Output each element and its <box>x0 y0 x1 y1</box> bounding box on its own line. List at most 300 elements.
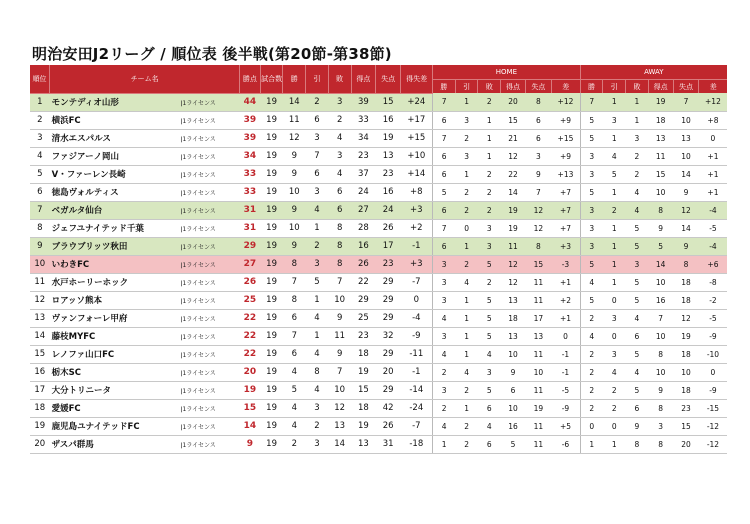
loss-cell: 11 <box>328 327 351 345</box>
license-label: J1ライセンス <box>181 417 240 435</box>
home-win-cell: 3 <box>433 255 456 273</box>
away-win-cell: 3 <box>580 237 603 255</box>
played-cell: 19 <box>260 219 283 237</box>
away-gf-cell: 10 <box>648 327 673 345</box>
loss-cell: 4 <box>328 165 351 183</box>
home-ga-cell: 11 <box>525 291 551 309</box>
points-cell: 31 <box>240 219 261 237</box>
away-draw-cell: 2 <box>603 201 626 219</box>
loss-cell: 3 <box>328 93 351 111</box>
draw-cell: 4 <box>306 309 329 327</box>
win-cell: 9 <box>283 201 306 219</box>
away-gd-cell: +1 <box>699 183 727 201</box>
away-gd-cell: +1 <box>699 165 727 183</box>
header-team: チーム名 <box>50 65 240 93</box>
points-cell: 22 <box>240 327 261 345</box>
loss-cell: 14 <box>328 435 351 453</box>
loss-cell: 6 <box>328 201 351 219</box>
goals-for-cell: 19 <box>351 363 376 381</box>
away-loss-cell: 1 <box>626 111 649 129</box>
win-cell: 4 <box>283 417 306 435</box>
away-gf-cell: 8 <box>648 399 673 417</box>
away-ga-cell: 7 <box>673 93 699 111</box>
draw-cell: 3 <box>306 129 329 147</box>
points-cell: 27 <box>240 255 261 273</box>
home-draw-cell: 2 <box>455 183 478 201</box>
rank-cell: 8 <box>30 219 50 237</box>
win-cell: 14 <box>283 93 306 111</box>
goals-for-cell: 27 <box>351 201 376 219</box>
away-win-cell: 4 <box>580 273 603 291</box>
home-draw-cell: 3 <box>455 111 478 129</box>
played-cell: 19 <box>260 237 283 255</box>
points-cell: 29 <box>240 237 261 255</box>
away-gf-cell: 11 <box>648 147 673 165</box>
team-name: 徳島ヴォルティス <box>50 183 181 201</box>
table-row <box>30 183 727 201</box>
away-draw-cell: 0 <box>603 327 626 345</box>
goal-diff-cell: -7 <box>401 273 433 291</box>
home-draw-cell: 2 <box>455 129 478 147</box>
rank-cell: 13 <box>30 309 50 327</box>
home-ga-cell: 11 <box>525 435 551 453</box>
goals-for-cell: 19 <box>351 417 376 435</box>
away-gd-cell: -8 <box>699 273 727 291</box>
header-win: 勝 <box>283 65 306 93</box>
points-cell: 39 <box>240 129 261 147</box>
home-loss-cell: 1 <box>478 147 501 165</box>
goal-diff-cell: +10 <box>401 147 433 165</box>
home-loss-cell: 6 <box>478 435 501 453</box>
home-loss-cell: 2 <box>478 201 501 219</box>
away-gf-cell: 10 <box>648 273 673 291</box>
rank-cell: 4 <box>30 147 50 165</box>
home-win-cell: 5 <box>433 183 456 201</box>
win-cell: 9 <box>283 165 306 183</box>
away-gd-cell: -4 <box>699 237 727 255</box>
table-row <box>30 111 727 129</box>
home-loss-cell: 5 <box>478 255 501 273</box>
points-cell: 20 <box>240 363 261 381</box>
goal-diff-cell: +14 <box>401 165 433 183</box>
win-cell: 2 <box>283 435 306 453</box>
rank-cell: 12 <box>30 291 50 309</box>
license-label: J1ライセンス <box>181 237 240 255</box>
team-name: ジェフユナイテッド千葉 <box>50 219 181 237</box>
standings-table <box>30 65 727 454</box>
goal-diff-cell: +3 <box>401 201 433 219</box>
draw-cell: 4 <box>306 381 329 399</box>
goals-against-cell: 29 <box>376 273 401 291</box>
goals-for-cell: 37 <box>351 165 376 183</box>
header-home-win: 勝 <box>433 80 456 94</box>
header-points: 勝点 <box>240 65 261 93</box>
away-gf-cell: 18 <box>648 111 673 129</box>
played-cell: 19 <box>260 381 283 399</box>
home-gd-cell: +7 <box>551 201 580 219</box>
win-cell: 4 <box>283 363 306 381</box>
away-loss-cell: 5 <box>626 273 649 291</box>
home-gf-cell: 21 <box>501 129 526 147</box>
played-cell: 19 <box>260 345 283 363</box>
away-ga-cell: 9 <box>673 183 699 201</box>
home-ga-cell: 11 <box>525 381 551 399</box>
team-name: ブラウブリッツ秋田 <box>50 237 181 255</box>
home-win-cell: 7 <box>433 129 456 147</box>
loss-cell: 10 <box>328 381 351 399</box>
home-ga-cell: 8 <box>525 237 551 255</box>
goal-diff-cell: +17 <box>401 111 433 129</box>
team-name: ベガルタ仙台 <box>50 201 181 219</box>
played-cell: 19 <box>260 327 283 345</box>
home-gd-cell: -3 <box>551 255 580 273</box>
away-loss-cell: 5 <box>626 237 649 255</box>
home-loss-cell: 2 <box>478 165 501 183</box>
rank-cell: 2 <box>30 111 50 129</box>
win-cell: 12 <box>283 129 306 147</box>
home-ga-cell: 11 <box>525 273 551 291</box>
license-label: J1ライセンス <box>181 381 240 399</box>
header-home-draw: 引 <box>455 80 478 94</box>
goals-against-cell: 23 <box>376 165 401 183</box>
home-gd-cell: -6 <box>551 435 580 453</box>
home-ga-cell: 3 <box>525 147 551 165</box>
home-win-cell: 7 <box>433 93 456 111</box>
away-win-cell: 3 <box>580 219 603 237</box>
team-name: 鹿児島ユナイテッドFC <box>50 417 181 435</box>
goals-for-cell: 18 <box>351 399 376 417</box>
license-label: J1ライセンス <box>181 291 240 309</box>
draw-cell: 6 <box>306 165 329 183</box>
draw-cell: 1 <box>306 291 329 309</box>
away-win-cell: 5 <box>580 129 603 147</box>
goals-against-cell: 31 <box>376 435 401 453</box>
away-gf-cell: 14 <box>648 255 673 273</box>
home-win-cell: 2 <box>433 399 456 417</box>
played-cell: 19 <box>260 165 283 183</box>
goals-for-cell: 23 <box>351 147 376 165</box>
license-label: J1ライセンス <box>181 255 240 273</box>
table-row <box>30 417 727 435</box>
table-row <box>30 255 727 273</box>
home-win-cell: 3 <box>433 381 456 399</box>
away-win-cell: 5 <box>580 255 603 273</box>
home-win-cell: 6 <box>433 165 456 183</box>
home-win-cell: 4 <box>433 417 456 435</box>
away-draw-cell: 1 <box>603 129 626 147</box>
home-gf-cell: 13 <box>501 291 526 309</box>
goal-diff-cell: 0 <box>401 291 433 309</box>
away-draw-cell: 1 <box>603 273 626 291</box>
away-loss-cell: 5 <box>626 291 649 309</box>
away-loss-cell: 5 <box>626 345 649 363</box>
home-draw-cell: 2 <box>455 381 478 399</box>
team-name: モンテディオ山形 <box>50 93 181 111</box>
home-gf-cell: 10 <box>501 345 526 363</box>
points-cell: 33 <box>240 183 261 201</box>
page-title: 明治安田J2リーグ / 順位表 後半戦(第20節-第38節) <box>32 45 392 63</box>
loss-cell: 2 <box>328 111 351 129</box>
home-win-cell: 3 <box>433 291 456 309</box>
home-draw-cell: 1 <box>455 165 478 183</box>
win-cell: 11 <box>283 111 306 129</box>
draw-cell: 4 <box>306 201 329 219</box>
table-row <box>30 345 727 363</box>
rank-cell: 1 <box>30 93 50 111</box>
goals-against-cell: 15 <box>376 93 401 111</box>
header-goals-for: 得点 <box>351 65 376 93</box>
win-cell: 7 <box>283 327 306 345</box>
away-ga-cell: 18 <box>673 345 699 363</box>
away-gd-cell: +8 <box>699 111 727 129</box>
home-draw-cell: 2 <box>455 417 478 435</box>
goals-against-cell: 26 <box>376 417 401 435</box>
header-away-win: 勝 <box>580 80 603 94</box>
home-gd-cell: +5 <box>551 417 580 435</box>
played-cell: 19 <box>260 273 283 291</box>
goal-diff-cell: +8 <box>401 183 433 201</box>
home-draw-cell: 1 <box>455 237 478 255</box>
loss-cell: 7 <box>328 363 351 381</box>
home-loss-cell: 5 <box>478 327 501 345</box>
goal-diff-cell: -24 <box>401 399 433 417</box>
goals-for-cell: 23 <box>351 327 376 345</box>
loss-cell: 3 <box>328 147 351 165</box>
home-gf-cell: 14 <box>501 183 526 201</box>
away-ga-cell: 18 <box>673 273 699 291</box>
away-gd-cell: -5 <box>699 309 727 327</box>
away-draw-cell: 2 <box>603 381 626 399</box>
away-win-cell: 3 <box>580 147 603 165</box>
header-away-gd: 差 <box>699 80 727 94</box>
away-gf-cell: 5 <box>648 237 673 255</box>
played-cell: 19 <box>260 183 283 201</box>
rank-cell: 17 <box>30 381 50 399</box>
away-gf-cell: 19 <box>648 93 673 111</box>
away-gf-cell: 13 <box>648 129 673 147</box>
points-cell: 34 <box>240 147 261 165</box>
draw-cell: 3 <box>306 255 329 273</box>
away-draw-cell: 3 <box>603 345 626 363</box>
home-loss-cell: 6 <box>478 399 501 417</box>
goals-for-cell: 24 <box>351 183 376 201</box>
table-row <box>30 435 727 453</box>
goals-for-cell: 18 <box>351 345 376 363</box>
away-draw-cell: 1 <box>603 255 626 273</box>
away-draw-cell: 0 <box>603 417 626 435</box>
goals-against-cell: 16 <box>376 111 401 129</box>
away-ga-cell: 10 <box>673 111 699 129</box>
goal-diff-cell: -4 <box>401 309 433 327</box>
away-gd-cell: -5 <box>699 219 727 237</box>
rank-cell: 18 <box>30 399 50 417</box>
team-name: 水戸ホーリーホック <box>50 273 181 291</box>
points-cell: 25 <box>240 291 261 309</box>
license-label: J1ライセンス <box>181 399 240 417</box>
points-cell: 9 <box>240 435 261 453</box>
table-row <box>30 201 727 219</box>
played-cell: 19 <box>260 129 283 147</box>
goals-against-cell: 24 <box>376 201 401 219</box>
away-gd-cell: -2 <box>699 291 727 309</box>
team-name: 大分トリニータ <box>50 381 181 399</box>
away-gd-cell: 0 <box>699 129 727 147</box>
away-loss-cell: 8 <box>626 435 649 453</box>
home-gd-cell: -1 <box>551 363 580 381</box>
draw-cell: 2 <box>306 417 329 435</box>
goals-against-cell: 29 <box>376 381 401 399</box>
license-label: J1ライセンス <box>181 309 240 327</box>
table-row <box>30 399 727 417</box>
away-loss-cell: 4 <box>626 201 649 219</box>
draw-cell: 1 <box>306 327 329 345</box>
away-gf-cell: 9 <box>648 219 673 237</box>
rank-cell: 19 <box>30 417 50 435</box>
goals-against-cell: 23 <box>376 255 401 273</box>
away-loss-cell: 4 <box>626 309 649 327</box>
away-ga-cell: 9 <box>673 237 699 255</box>
played-cell: 19 <box>260 309 283 327</box>
away-ga-cell: 20 <box>673 435 699 453</box>
home-ga-cell: 12 <box>525 201 551 219</box>
points-cell: 22 <box>240 309 261 327</box>
home-draw-cell: 4 <box>455 273 478 291</box>
draw-cell: 3 <box>306 399 329 417</box>
away-gf-cell: 10 <box>648 183 673 201</box>
header-home-gd: 差 <box>551 80 580 94</box>
goals-for-cell: 26 <box>351 255 376 273</box>
team-name: 愛媛FC <box>50 399 181 417</box>
license-label: J1ライセンス <box>181 345 240 363</box>
home-ga-cell: 13 <box>525 327 551 345</box>
header-home-loss: 敗 <box>478 80 501 94</box>
away-draw-cell: 1 <box>603 93 626 111</box>
goal-diff-cell: -1 <box>401 363 433 381</box>
away-loss-cell: 6 <box>626 327 649 345</box>
away-ga-cell: 19 <box>673 327 699 345</box>
home-gd-cell: 0 <box>551 327 580 345</box>
goal-diff-cell: -11 <box>401 345 433 363</box>
rank-cell: 3 <box>30 129 50 147</box>
home-gd-cell: +3 <box>551 237 580 255</box>
loss-cell: 8 <box>328 219 351 237</box>
home-win-cell: 3 <box>433 273 456 291</box>
points-cell: 14 <box>240 417 261 435</box>
away-gf-cell: 16 <box>648 291 673 309</box>
goals-against-cell: 13 <box>376 147 401 165</box>
team-name: V・ファーレン長崎 <box>50 165 181 183</box>
away-gf-cell: 7 <box>648 309 673 327</box>
goal-diff-cell: -1 <box>401 237 433 255</box>
goals-against-cell: 16 <box>376 183 401 201</box>
header-goals-against: 失点 <box>376 65 401 93</box>
away-gf-cell: 8 <box>648 345 673 363</box>
table-row <box>30 129 727 147</box>
away-ga-cell: 15 <box>673 417 699 435</box>
home-gf-cell: 6 <box>501 381 526 399</box>
home-gf-cell: 16 <box>501 417 526 435</box>
home-gd-cell: +13 <box>551 165 580 183</box>
played-cell: 19 <box>260 255 283 273</box>
home-ga-cell: 11 <box>525 417 551 435</box>
away-gf-cell: 10 <box>648 363 673 381</box>
home-gf-cell: 15 <box>501 111 526 129</box>
goal-diff-cell: -7 <box>401 417 433 435</box>
home-loss-cell: 3 <box>478 237 501 255</box>
home-loss-cell: 5 <box>478 381 501 399</box>
away-win-cell: 2 <box>580 345 603 363</box>
goals-against-cell: 17 <box>376 237 401 255</box>
away-loss-cell: 2 <box>626 147 649 165</box>
home-gf-cell: 13 <box>501 327 526 345</box>
points-cell: 39 <box>240 111 261 129</box>
table-row <box>30 219 727 237</box>
played-cell: 19 <box>260 435 283 453</box>
license-label: J1ライセンス <box>181 363 240 381</box>
away-gd-cell: -9 <box>699 381 727 399</box>
points-cell: 22 <box>240 345 261 363</box>
away-gd-cell: -4 <box>699 201 727 219</box>
away-win-cell: 2 <box>580 399 603 417</box>
home-draw-cell: 4 <box>455 363 478 381</box>
win-cell: 8 <box>283 291 306 309</box>
goal-diff-cell: +3 <box>401 255 433 273</box>
away-gd-cell: -15 <box>699 399 727 417</box>
draw-cell: 8 <box>306 363 329 381</box>
home-draw-cell: 1 <box>455 327 478 345</box>
home-ga-cell: 7 <box>525 183 551 201</box>
away-loss-cell: 3 <box>626 129 649 147</box>
rank-cell: 16 <box>30 363 50 381</box>
home-gd-cell: -5 <box>551 381 580 399</box>
away-ga-cell: 12 <box>673 201 699 219</box>
home-draw-cell: 1 <box>455 345 478 363</box>
home-gf-cell: 12 <box>501 147 526 165</box>
header-away: AWAY <box>580 65 727 80</box>
home-gf-cell: 9 <box>501 363 526 381</box>
away-gf-cell: 8 <box>648 435 673 453</box>
home-win-cell: 3 <box>433 327 456 345</box>
draw-cell: 3 <box>306 435 329 453</box>
goals-against-cell: 20 <box>376 363 401 381</box>
win-cell: 6 <box>283 309 306 327</box>
header-home: HOME <box>433 65 581 80</box>
away-win-cell: 5 <box>580 111 603 129</box>
header-away-draw: 引 <box>603 80 626 94</box>
home-win-cell: 6 <box>433 237 456 255</box>
home-draw-cell: 1 <box>455 309 478 327</box>
goals-for-cell: 13 <box>351 435 376 453</box>
license-label: J1ライセンス <box>181 111 240 129</box>
rank-cell: 11 <box>30 273 50 291</box>
home-loss-cell: 1 <box>478 129 501 147</box>
away-win-cell: 4 <box>580 327 603 345</box>
away-loss-cell: 6 <box>626 399 649 417</box>
away-draw-cell: 4 <box>603 147 626 165</box>
away-loss-cell: 4 <box>626 183 649 201</box>
away-draw-cell: 1 <box>603 183 626 201</box>
home-win-cell: 2 <box>433 363 456 381</box>
goals-for-cell: 22 <box>351 273 376 291</box>
team-name: 藤枝MYFC <box>50 327 181 345</box>
away-loss-cell: 5 <box>626 381 649 399</box>
home-gf-cell: 11 <box>501 237 526 255</box>
goals-for-cell: 29 <box>351 291 376 309</box>
license-label: J1ライセンス <box>181 183 240 201</box>
table-row <box>30 93 727 111</box>
goals-against-cell: 19 <box>376 129 401 147</box>
home-loss-cell: 5 <box>478 291 501 309</box>
